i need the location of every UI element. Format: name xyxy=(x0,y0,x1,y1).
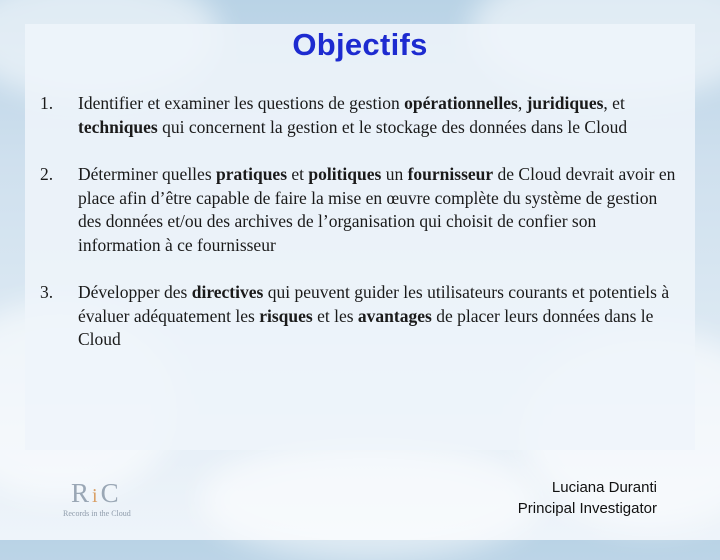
objective-item-3 xyxy=(40,281,680,352)
presenter-role: Principal Investigator xyxy=(517,500,657,517)
objective-item-2 xyxy=(40,163,680,257)
item-text: Déterminer quelles pratiques et politiques un fournisseur de Cloud devrait avoir en place afin d’être capable de faire la mise en œuvre complète du système de gestion des données et/ou des archives de l’organisation qui choisit de confier son information à ce fournisseur xyxy=(78,164,676,255)
slide-title: Objectifs xyxy=(292,27,428,62)
item-text: Identifier et examiner les questions de gestion opérationnelles, juridiques, et techniques qui concernent la gestion et le stockage des données dans le Cloud xyxy=(78,93,628,137)
objectives-list xyxy=(40,92,680,352)
presenter-name: Luciana Duranti xyxy=(551,479,657,496)
objective-item-1 xyxy=(40,92,680,139)
item-text: Développer des directives qui peuvent guider les utilisateurs courants et potentiels à évaluer adéquatement les risques et les avantages de placer leurs données dans le Cloud xyxy=(78,282,670,349)
presenter-credit xyxy=(518,477,657,519)
item-number: 2. xyxy=(40,164,54,184)
item-number: 1. xyxy=(40,93,54,113)
logo-letters: RiC xyxy=(71,478,122,508)
background-cloud xyxy=(200,440,540,560)
ric-logo xyxy=(63,480,145,520)
logo-tagline: Records in the Cloud xyxy=(63,509,131,518)
item-number: 3. xyxy=(40,282,54,302)
